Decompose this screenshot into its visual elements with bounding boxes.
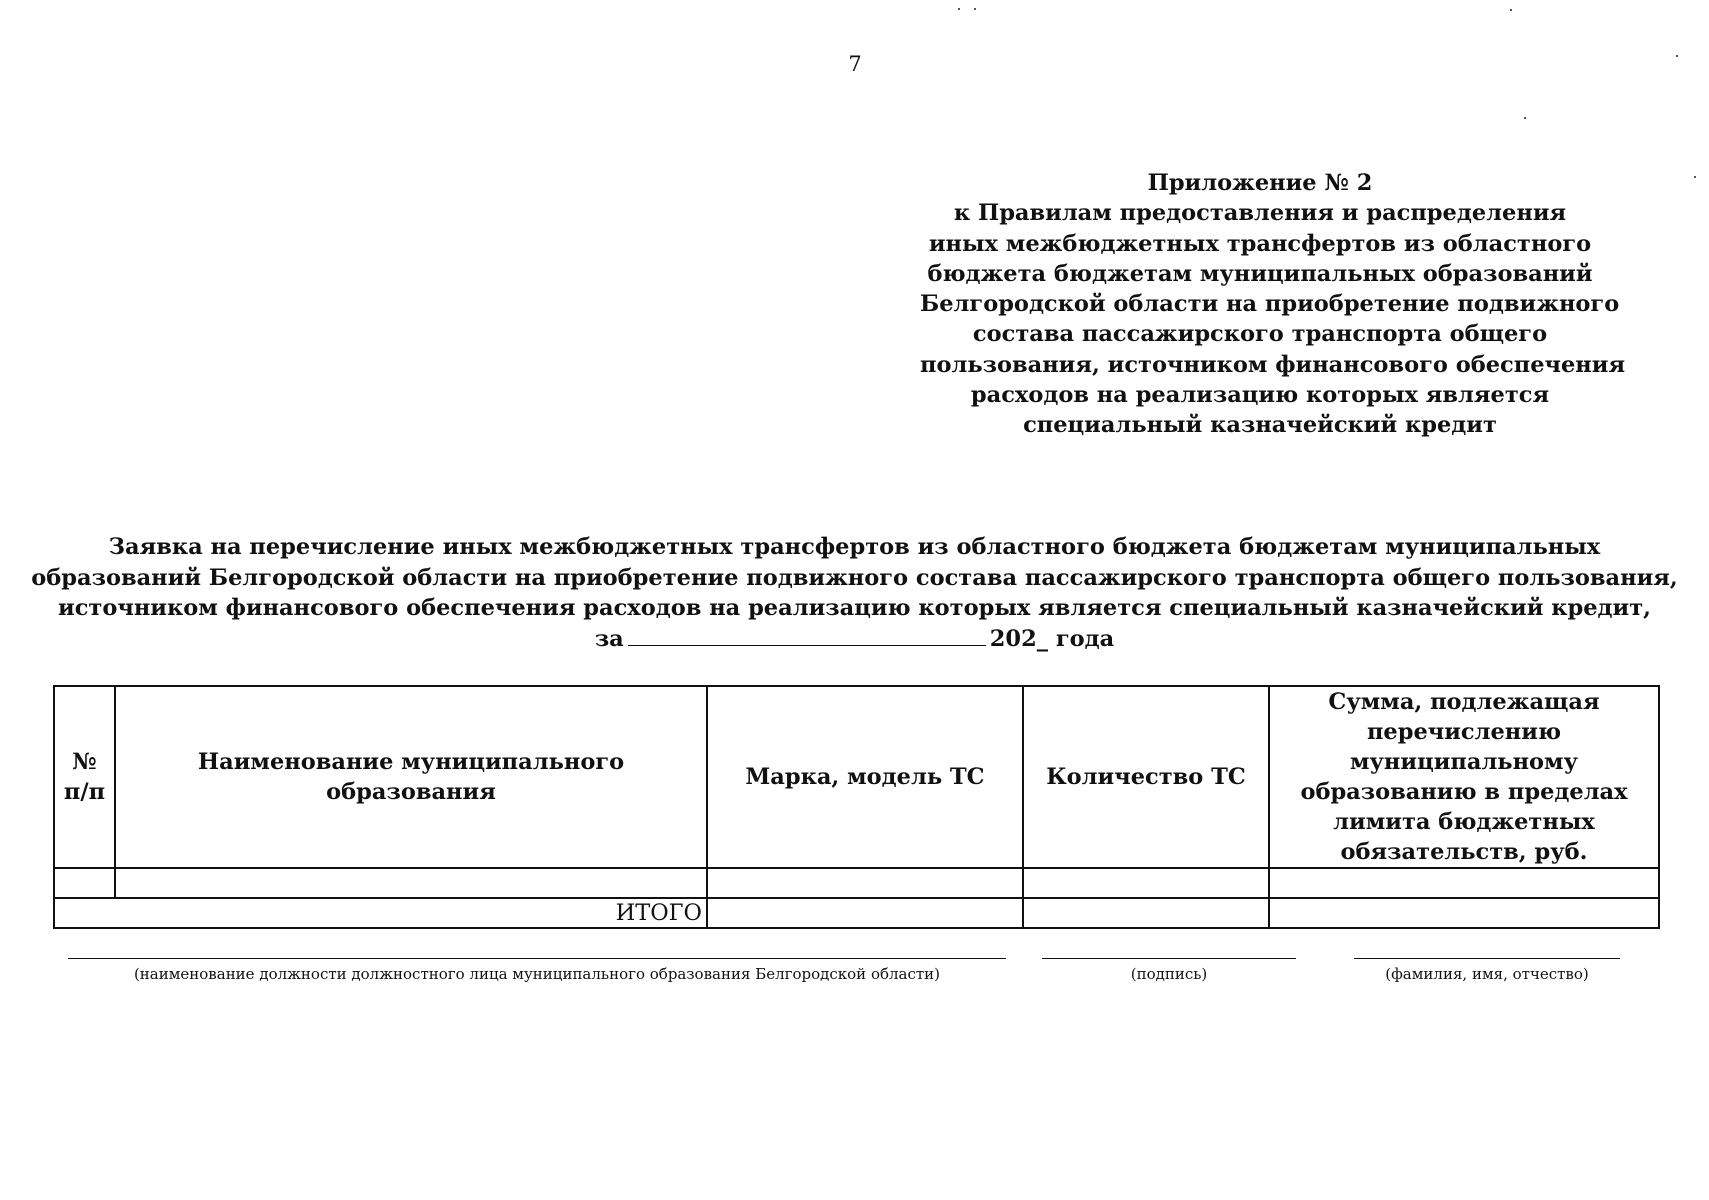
request-title-line: источником финансового обеспечения расходов на реализацию которых является специальный казначейский кредит, bbox=[58, 595, 1651, 621]
request-title-line: Заявка на перечисление иных межбюджетных трансфертов из областного бюджета бюджетам муниципальных bbox=[108, 534, 1601, 560]
total-row bbox=[54, 898, 1659, 928]
cell-num[interactable] bbox=[54, 868, 115, 898]
name-caption: (фамилия, имя, отчество) bbox=[1385, 965, 1589, 983]
appendix-line: пользования, источником финансового обеспечения bbox=[920, 351, 1626, 378]
signature-block bbox=[1042, 958, 1296, 983]
position-caption: (наименование должности должностного лица муниципального образования Белгородской области) bbox=[133, 965, 941, 983]
request-table bbox=[53, 685, 1660, 929]
scan-speck bbox=[1510, 9, 1512, 11]
total-model[interactable] bbox=[707, 898, 1023, 928]
cell-amount[interactable] bbox=[1269, 868, 1659, 898]
appendix-line: Приложение № 2 bbox=[1147, 170, 1373, 196]
appendix-line: состава пассажирского транспорта общего bbox=[972, 321, 1548, 348]
name-line[interactable] bbox=[1354, 958, 1620, 959]
period-line bbox=[0, 624, 1709, 655]
appendix-line: расходов на реализацию которых является bbox=[970, 382, 1550, 409]
appendix-line: к Правилам предоставления и распределения bbox=[953, 200, 1567, 227]
appendix-line: специальный казначейский кредит bbox=[1023, 412, 1497, 439]
scan-speck bbox=[1694, 176, 1696, 178]
name-signature-block bbox=[1354, 958, 1620, 983]
signature-caption: (подпись) bbox=[1130, 965, 1208, 983]
request-title bbox=[0, 532, 1709, 654]
appendix-heading bbox=[920, 168, 1626, 441]
total-label: ИТОГО bbox=[54, 898, 707, 928]
header-num: № п/п bbox=[54, 686, 115, 868]
cell-model[interactable] bbox=[707, 868, 1023, 898]
scan-speck bbox=[974, 8, 976, 10]
table-row bbox=[54, 868, 1659, 898]
cell-municipality[interactable] bbox=[115, 868, 707, 898]
total-amount[interactable] bbox=[1269, 898, 1659, 928]
period-suffix: 202_ года bbox=[989, 625, 1115, 652]
appendix-line: Белгородской области на приобретение подвижного bbox=[920, 291, 1620, 318]
scan-speck bbox=[1524, 117, 1526, 119]
position-line[interactable] bbox=[68, 958, 1006, 959]
scan-speck bbox=[958, 8, 960, 10]
signature-line[interactable] bbox=[1042, 958, 1296, 959]
appendix-line: бюджета бюджетам муниципальных образований bbox=[927, 260, 1593, 287]
cell-quantity[interactable] bbox=[1023, 868, 1269, 898]
header-model: Марка, модель ТС bbox=[707, 686, 1023, 868]
position-signature-block bbox=[68, 958, 1006, 983]
header-amount: Сумма, подлежащая перечислению муниципальному образованию в пределах лимита бюджетных обязательств, руб. bbox=[1269, 686, 1659, 868]
table-header-row bbox=[54, 686, 1659, 868]
page-number: 7 bbox=[848, 52, 862, 76]
period-blank-field[interactable] bbox=[628, 625, 986, 646]
total-quantity[interactable] bbox=[1023, 898, 1269, 928]
header-municipality: Наименование муниципального образования bbox=[115, 686, 707, 868]
period-prefix: за bbox=[594, 625, 624, 652]
request-title-line: образований Белгородской области на приобретение подвижного состава пассажирского транспорта общего пользования, bbox=[31, 564, 1678, 591]
header-quantity: Количество ТС bbox=[1023, 686, 1269, 868]
scan-speck bbox=[1676, 55, 1678, 57]
appendix-line: иных межбюджетных трансфертов из областного bbox=[928, 230, 1592, 257]
